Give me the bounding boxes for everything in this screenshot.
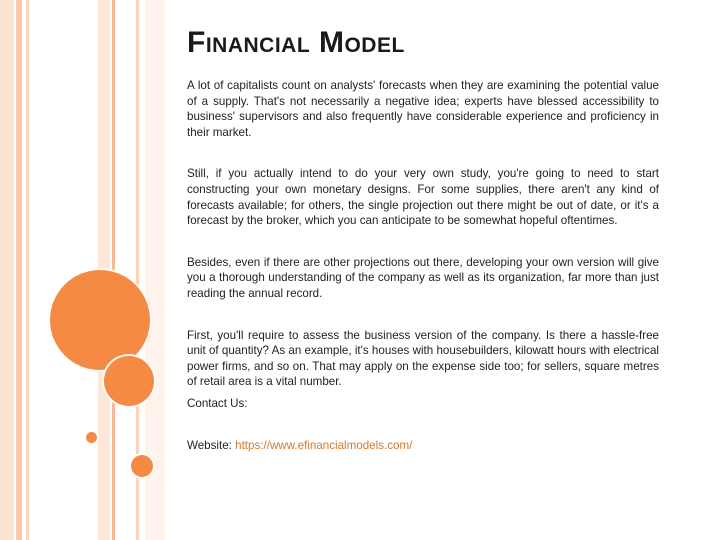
website-link[interactable]: https://www.efinancialmodels.com/ [235,438,413,452]
page-title: Financial Model [187,26,405,59]
stripe [26,0,29,540]
decorative-circle-small [131,455,153,477]
decorative-circle-medium [104,356,154,406]
website-line [187,438,659,454]
website-label: Website: [187,438,232,452]
stripe [112,0,115,540]
paragraph: A lot of capitalists count on analysts' forecasts when they are examining the potential value of a supply. That's not necessarily a negative idea; experts have blessed accessibility to business' supervisors and also frequently have considerable experience and proficiency in their market. [187,79,659,139]
paragraph: Besides, even if there are other projections out there, developing your own version will give you a thorough understanding of the company as well as its organization, far more than just reading the annual record. [187,255,659,300]
stripe [16,0,22,540]
contact-label: Contact Us: [187,396,248,410]
decorative-circle-tiny [86,432,97,443]
stripe [0,0,14,540]
paragraph: First, you'll require to assess the business version of the company. Is there a hassle-free unit of quantity? As an example, it's houses with housebuilders, kilowatt hours with electrical power firms, and so on. That may apply on the expense side too; for sellers, square metres of retail area is a vital number. [187,328,659,389]
decorative-circle-large [50,270,150,370]
paragraph: Still, if you actually intend to do your very own study, you're going to need to start constructing your own monetary designs. For some supplies, there aren't any kind of forecasts available; for others, the single projection out there might be out of date, or it's a forecast by the broker, which you can anticipate to be somewhat hopeful oftentimes. [187,167,659,228]
slide-content [187,26,659,453]
